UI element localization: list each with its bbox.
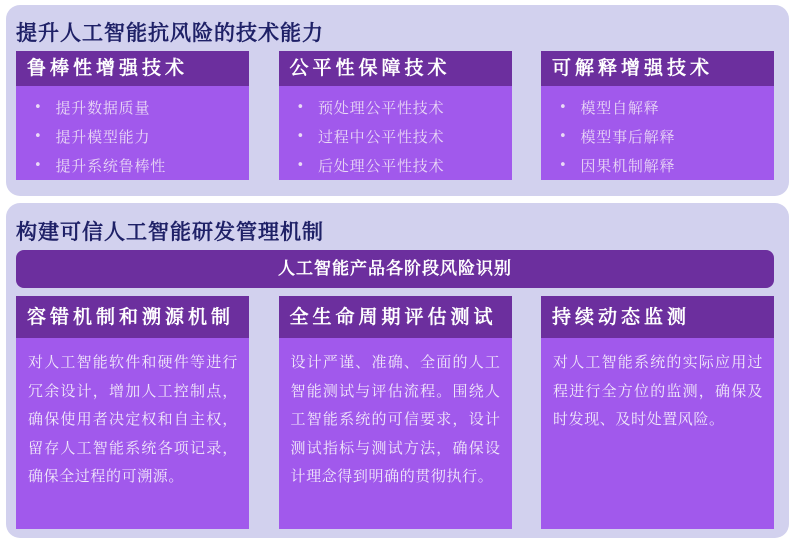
bullet-icon: • [559,129,568,144]
bullet-icon: • [296,129,305,144]
list-item-label: 提升数据质量 [55,99,151,117]
section-title-management: 构建可信人工智能研发管理机制 [16,220,324,244]
list-item-label: 提升模型能力 [55,128,151,146]
section-management-mechanism [6,203,789,538]
list-item [34,151,243,180]
card-fault-tolerance-body: 对人工智能软件和硬件等进行冗余设计，增加人工控制点，确保使用者决定权和自主权，留存人工智能系统各项记录，确保全过程的可溯源。 [28,353,238,485]
list-item-label: 后处理公平性技术 [317,157,445,175]
section-tech-capability [6,5,789,196]
list-item-label: 模型事后解释 [580,128,676,146]
card-fairness-list [279,93,512,180]
card-robustness-header: 鲁棒性增强技术 [16,51,249,86]
list-item-label: 过程中公平性技术 [317,128,445,146]
bullet-icon: • [559,158,568,173]
card-lifecycle-testing-header: 全生命周期评估测试 [279,296,512,338]
card-lifecycle-testing-body: 设计严谨、准确、全面的人工智能测试与评估流程。围绕人工智能系统的可信要求，设计测试指标与测试方法，确保设计理念得到明确的贯彻执行。 [290,353,501,485]
list-item [297,93,506,122]
card-robustness-list [16,93,249,180]
bullet-icon: • [34,158,43,173]
risk-identification-banner: 人工智能产品各阶段风险识别 [16,250,774,288]
bullet-icon: • [296,100,305,115]
list-item-label: 提升系统鲁棒性 [55,157,167,175]
list-item-label: 预处理公平性技术 [317,99,445,117]
card-fault-tolerance-header: 容错机制和溯源机制 [16,296,249,338]
card-continuous-monitoring-body: 对人工智能系统的实际应用过程进行全方位的监测，确保及时发现、及时处置风险。 [553,353,763,428]
card-continuous-monitoring-header: 持续动态监测 [541,296,774,338]
card-explainability [541,51,774,180]
card-explainability-header: 可解释增强技术 [541,51,774,86]
bullet-icon: • [34,100,43,115]
list-item-label: 模型自解释 [580,99,660,117]
card-robustness [16,51,249,180]
section-title-tech-capability: 提升人工智能抗风险的技术能力 [16,21,324,45]
list-item [559,151,768,180]
card-continuous-monitoring [541,296,774,529]
bullet-icon: • [34,129,43,144]
list-item [297,151,506,180]
list-item [297,122,506,151]
card-fairness-header: 公平性保障技术 [279,51,512,86]
tech-cards-row [16,51,774,180]
list-item [34,122,243,151]
bullet-icon: • [559,100,568,115]
card-explainability-list [541,93,774,180]
list-item-label: 因果机制解释 [580,157,676,175]
card-lifecycle-testing [279,296,512,529]
management-cards-row [16,296,774,529]
list-item [559,93,768,122]
list-item [559,122,768,151]
list-item [34,93,243,122]
card-fault-tolerance [16,296,249,529]
card-fairness [279,51,512,180]
bullet-icon: • [296,158,305,173]
